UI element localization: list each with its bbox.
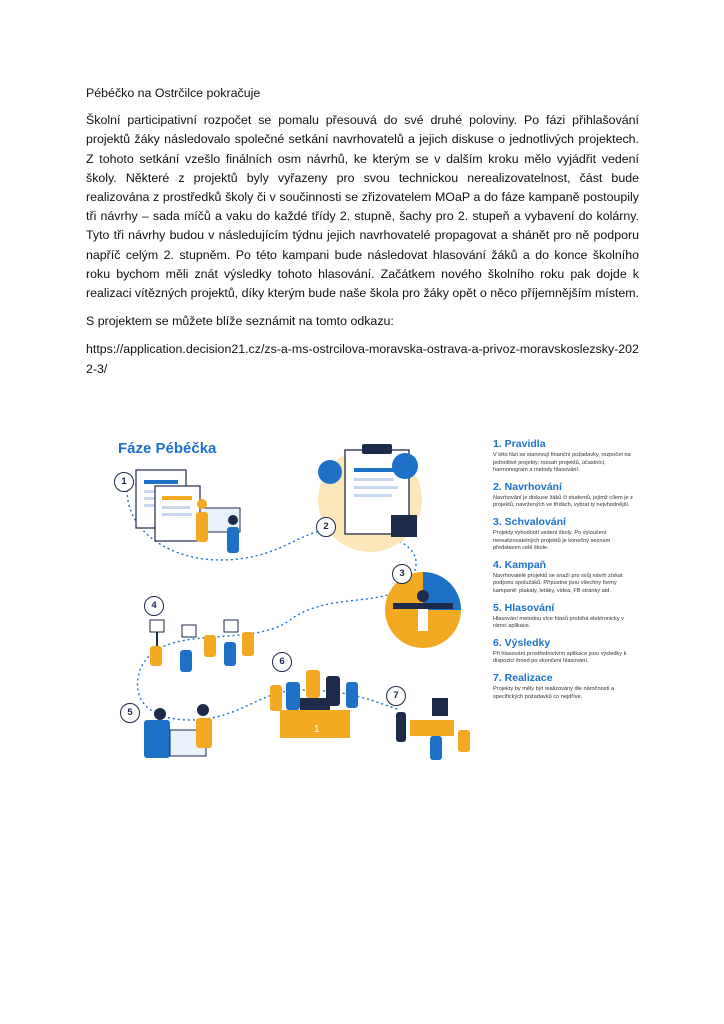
marker-4: 4 bbox=[144, 596, 164, 616]
step-pravidla bbox=[493, 438, 638, 475]
link-intro: S projektem se můžete blíže seznámit na tomto odkazu: bbox=[86, 314, 394, 329]
infographic bbox=[100, 420, 633, 790]
step-description: Navrhování je diskuse žáků či studentů, jejímž cílem je z projektů, navržených ve třídách, vybrat ty nejvhodnější. bbox=[493, 494, 633, 509]
article bbox=[86, 84, 639, 388]
step-description: Při hlasování prostřednictvím aplikace jsou výsledky k dispozici ihned po skončení hlasování. bbox=[493, 650, 627, 665]
step-description: V této fázi se stanovují finanční požadavky, rozpočet na jednotlivé projekty, rozsah projektů, účastníci, harmonogram a metody hlasování. bbox=[493, 452, 631, 474]
campaign-illustration bbox=[150, 620, 254, 672]
planning-illustration bbox=[136, 470, 240, 553]
step-heading: 5. Hlasování bbox=[493, 601, 555, 614]
step-description: Hlasování metodou více hlasů probíhá elektronicky v rámci aplikace. bbox=[493, 615, 624, 630]
step-schvalovani bbox=[493, 516, 638, 553]
marker-1: 1 bbox=[114, 472, 134, 492]
step-description: Navrhovatelé projektů se snaží pro svůj návrh získat podporu spolužáků. Přípustné jsou všechny formy kampaně: plakáty, letáky, videa, FB stránky atd. bbox=[493, 572, 623, 594]
proposal-illustration bbox=[318, 444, 422, 552]
step-kampan bbox=[493, 559, 638, 596]
step-heading: 4. Kampaň bbox=[493, 558, 547, 571]
project-link[interactable]: https://application.decision21.cz/zs-a-ms-ostrcilova-moravska-ostrava-a-privoz-moravskoslezsky-2022-3/ bbox=[86, 342, 639, 376]
marker-6: 6 bbox=[272, 652, 292, 672]
article-paragraph: Školní participativní rozpočet se pomalu přesouvá do své druhé poloviny. Po fázi přihlašování projektů žáky následovalo společné setkání navrhovatelů a jejich diskuse o jednotlivých projektech. Z tohoto setkání vzešlo finálních osm návrhů, ke kterým se v dalším kroku mělo vyjádřit vedení školy. Některé z projektů byly vyřazeny pro svou technickou nerealizovatelnost, část bude realizována z prostředků školy či v součinnosti se zřizovatelem MOaP a do fáze kampaně postoupily tři návrhy – sada míčů a vaku do každé třídy 2. stupně, šachy pro 2. stupeň a vybavení do kolárny. Tyto tři návrhy budou v následujícím týdnu jejich navrhovatelé propagovat a shánět pro ně podporu napříč celým 2. stupněm. Po této kampani bude následovat hlasování žáků a do konce školního roku bychom měli znát výsledky tohoto hlasování. Začátkem nového školního roku pak dojde k realizaci vítězných projektů, díky kterým bude naše škola pro žáky opět o něco příjemnějším místem. bbox=[86, 113, 639, 301]
podium-label: 1 bbox=[314, 724, 320, 735]
step-navrhovani bbox=[493, 481, 638, 510]
marker-3: 3 bbox=[392, 564, 412, 584]
voting-illustration bbox=[144, 704, 212, 758]
step-vysledky bbox=[493, 637, 638, 666]
step-hlasovani bbox=[493, 602, 638, 631]
phase-steps bbox=[493, 438, 638, 707]
step-heading: 7. Realizace bbox=[493, 671, 553, 684]
results-illustration bbox=[270, 670, 358, 738]
marker-2: 2 bbox=[316, 517, 336, 537]
step-heading: 1. Pravidla bbox=[493, 438, 546, 450]
marker-5: 5 bbox=[120, 703, 140, 723]
step-description: Projekty by měly být realizovány dle náročnosti a specifických požadavků co nejdříve. bbox=[493, 685, 614, 700]
article-title: Pébéčko na Ostrčilce pokračuje bbox=[86, 86, 261, 100]
step-heading: 3. Schvalování bbox=[493, 515, 566, 528]
step-realizace bbox=[493, 672, 638, 701]
infographic-title: Fáze Pébéčka bbox=[118, 440, 217, 457]
step-heading: 6. Výsledky bbox=[493, 636, 551, 649]
approval-illustration bbox=[385, 572, 461, 648]
step-description: Projekty vyhodnotí vedení školy. Po vyloučení nerealizovatelných projektů je konečný seznam představen celé škole. bbox=[493, 529, 611, 552]
realization-illustration bbox=[396, 698, 470, 760]
marker-7: 7 bbox=[386, 686, 406, 706]
step-heading: 2. Navrhování bbox=[493, 480, 562, 493]
